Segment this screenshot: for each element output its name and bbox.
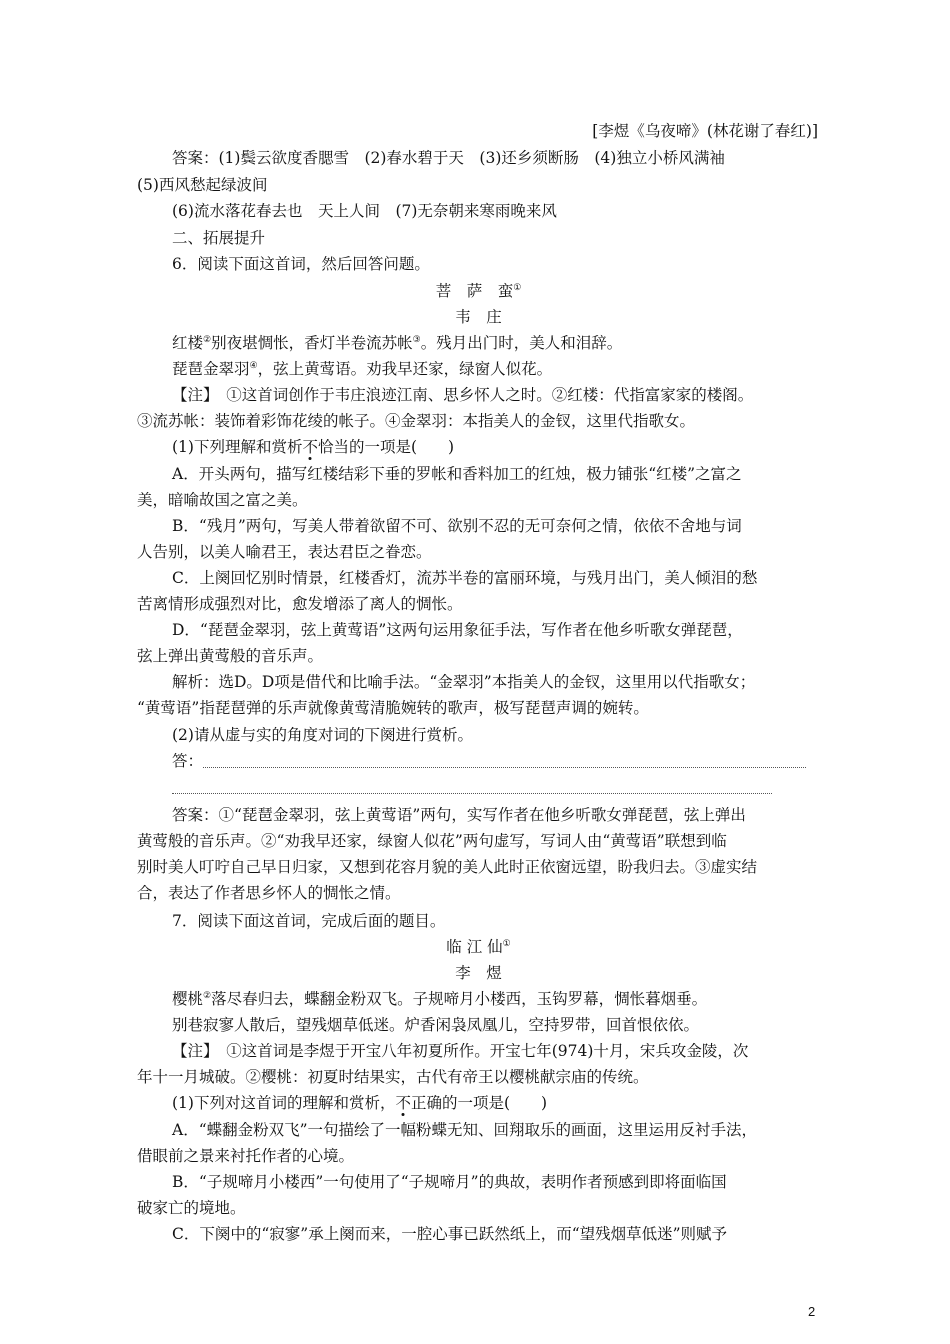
q6-verse-2: 琵琶金翠羽④，弦上黄莺语。劝我早还家，绿窗人似花。	[172, 360, 553, 378]
q5-answer-line-1: 答案：(1)鬓云欲度香腮雪 (2)春水碧于天 (3)还乡须断肠 (4)独立小桥风满袖	[172, 149, 725, 167]
q6-sub-question-1: (1)下列理解和赏析不恰当的一项是( )	[172, 438, 455, 456]
emphasis-dot-word: 不	[302, 438, 318, 456]
q6-analysis-line-1: 解析：选D。D项是借代和比喻手法。“金翠羽”本指美人的金钗，这里用以代指歌女；	[172, 673, 756, 691]
q6-option-c-line-1: C．上阕回忆别时情景，红楼香灯，流苏半卷的富丽环境，与残月出门，美人倾泪的愁	[172, 569, 758, 587]
q6-answer-line-2: 黄莺般的音乐声。②“劝我早还家，绿窗人似花”两句虚写，写词人由“黄莺语”联想到临	[137, 832, 727, 850]
q6-option-c-line-2: 苦离情形成强烈对比，愈发增添了离人的惆怅。	[137, 595, 463, 613]
q6-analysis-line-2: “黄莺语”指琵琶弹的乐声就像黄莺清脆婉转的歌声，极写琵琶声调的婉转。	[137, 699, 649, 717]
q7-option-b-line-1: B．“子规啼月小楼西”一句使用了“子规啼月”的典故，表明作者预感到即将面临国	[172, 1173, 727, 1191]
q5-answer-line-2: (5)西风愁起绿波间	[137, 176, 268, 194]
q6-option-a-line-1: A．开头两句，描写红楼结彩下垂的罗帐和香料加工的红烛，极力铺张“红楼”之富之	[172, 465, 742, 483]
q6-answer-line-3: 别时美人叮咛自己早日归家，又想到花容月貌的美人此时正依窗远望，盼我归去。③虚实结	[137, 858, 758, 876]
q6-option-d-line-2: 弦上弹出黄莺般的音乐声。	[137, 647, 324, 665]
q7-option-a-line-1: A．“蝶翻金粉双飞”一句描绘了一幅粉蝶无知、回翔取乐的画面，这里运用反衬手法，	[172, 1121, 758, 1139]
q7-note-line-2: 年十一月城破。②樱桃：初夏时结果实，古代有帝王以樱桃献宗庙的传统。	[137, 1068, 649, 1086]
q7-poem-title: 临 江 仙①	[446, 938, 511, 956]
page-number: 2	[808, 1304, 816, 1319]
q6-note-line-2: ③流苏帐：装饰着彩饰花绫的帐子。④金翠羽：本指美人的金钗，这里代指歌女。	[137, 412, 696, 430]
q6-prompt: 6．阅读下面这首词，然后回答问题。	[172, 255, 430, 273]
q6-verse-1: 红楼②别夜堪惆怅，香灯半卷流苏帐③。残月出门时，美人和泪辞。	[172, 334, 623, 352]
q6-option-b-line-2: 人告别，以美人喻君王，表达君臣之眷恋。	[137, 543, 432, 561]
q7-option-b-line-2: 破家亡的境地。	[137, 1199, 246, 1217]
q6-option-d-line-1: D．“琵琶金翠羽，弦上黄莺语”这两句运用象征手法，写作者在他乡听歌女弹琵琶，	[172, 621, 743, 639]
q6-poem-title: 菩 萨 蛮①	[435, 282, 522, 300]
section-title: 二、拓展提升	[172, 229, 266, 247]
q5-answer-line-3: (6)流水落花春去也 天上人间 (7)无奈朝来寒雨晚来风	[172, 202, 557, 220]
q7-prompt: 7．阅读下面这首词，完成后面的题目。	[172, 912, 446, 930]
q6-answer-label: 答：	[172, 752, 204, 770]
q6-option-a-line-2: 美，暗喻故国之富之美。	[137, 491, 308, 509]
q6-answer-line-1: 答案：①“琵琶金翠羽，弦上黄莺语”两句，实写作者在他乡听歌女弹琵琶，弦上弹出	[172, 806, 746, 824]
source-citation: [李煜《乌夜啼》(林花谢了春红)]	[592, 122, 818, 140]
answer-blank-line-1	[203, 767, 806, 768]
q6-sub-question-2: (2)请从虚与实的角度对词的下阕进行赏析。	[172, 726, 473, 744]
q7-sub-question-1: (1)下列对这首词的理解和赏析，不正确的一项是( )	[172, 1094, 548, 1112]
q7-verse-2: 别巷寂寥人散后，望残烟草低迷。炉香闲袅凤凰儿，空持罗带，回首恨依依。	[172, 1016, 700, 1034]
q7-note-line-1: 【注】 ①这首词是李煜于开宝八年初夏所作。开宝七年(974)十月，宋兵攻金陵，次	[172, 1042, 749, 1060]
emphasis-dot-word: 不	[395, 1094, 411, 1112]
q7-option-a-line-2: 借眼前之景来衬托作者的心境。	[137, 1147, 355, 1165]
answer-blank-line-2	[172, 793, 772, 794]
q7-poem-author: 李 煜	[455, 964, 502, 982]
q6-poem-author: 韦 庄	[455, 308, 502, 326]
q7-option-c-line-1: C．下阕中的“寂寥”承上阕而来，一腔心事已跃然纸上，而“望残烟草低迷”则赋予	[172, 1225, 728, 1243]
q6-answer-line-4: 合，表达了作者思乡怀人的惆怅之情。	[137, 884, 401, 902]
q6-note-line-1: 【注】 ①这首词创作于韦庄浪迹江南、思乡怀人之时。②红楼：代指富家家的楼阁。	[172, 386, 754, 404]
q6-option-b-line-1: B．“残月”两句，写美人带着欲留不可、欲别不忍的无可奈何之情，依依不舍地与词	[172, 517, 742, 535]
q7-verse-1: 樱桃②落尽春归去，蝶翻金粉双飞。子规啼月小楼西，玉钩罗幕，惆怅暮烟垂。	[172, 990, 708, 1008]
